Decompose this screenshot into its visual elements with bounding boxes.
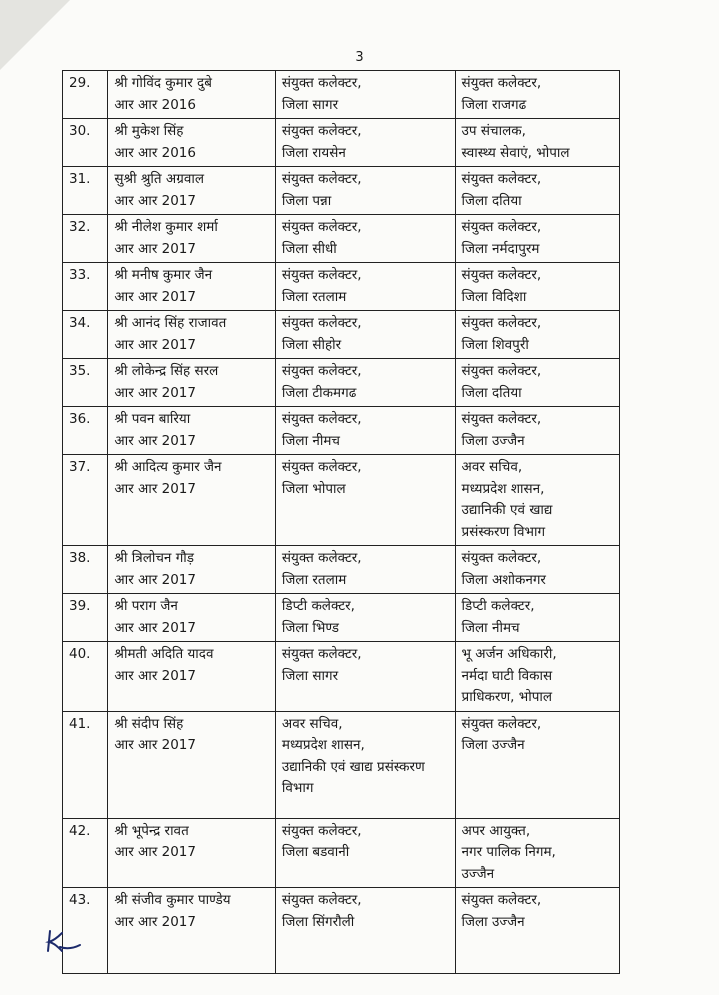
new-posting-line: संयुक्त कलेक्टर, [461, 411, 542, 427]
officer-batch: आर आर 2017 [114, 480, 196, 497]
officer-cell [108, 594, 276, 642]
officer-batch: आर आर 2017 [114, 571, 196, 588]
current-posting-cell [275, 594, 455, 642]
officer-cell [108, 119, 276, 167]
current-posting-cell [275, 642, 455, 712]
officer-batch: आर आर 2016 [114, 144, 196, 161]
new-posting-line: संयुक्त कलेक्टर, [461, 315, 542, 331]
current-posting-line: संयुक्त कलेक्टर, [281, 892, 362, 908]
current-posting-line: संयुक्त कलेक्टर, [281, 550, 362, 566]
new-posting-line: जिला नर्मदापुरम [461, 240, 540, 257]
current-posting-line: मध्यप्रदेश शासन, [281, 737, 365, 753]
table-body [63, 71, 620, 974]
officer-name: श्री पराग जैन [114, 598, 178, 614]
table-row [63, 407, 620, 455]
new-posting-line: उद्यानिकी एवं खाद्य [461, 502, 553, 518]
new-posting-line: संयुक्त कलेक्टर, [461, 171, 542, 187]
serial-number: 32. [63, 215, 108, 263]
officer-cell [108, 711, 276, 818]
current-posting-cell [275, 455, 455, 546]
current-posting-line: संयुक्त कलेक्टर, [281, 315, 362, 331]
new-posting-cell [455, 407, 619, 455]
new-posting-line: प्रसंस्करण विभाग [461, 523, 546, 540]
new-posting-line: संयुक्त कलेक्टर, [461, 219, 542, 235]
officer-name: श्री संजीव कुमार पाण्डेय [114, 892, 231, 908]
new-posting-cell [455, 642, 619, 712]
current-posting-line: संयुक्त कलेक्टर, [281, 219, 362, 235]
new-posting-cell [455, 546, 619, 594]
serial-number: 42. [63, 818, 108, 888]
officer-cell [108, 818, 276, 888]
officer-batch: आर आर 2016 [114, 96, 196, 113]
new-posting-line: जिला अशोकनगर [461, 571, 546, 588]
officer-cell [108, 263, 276, 311]
serial-number: 38. [63, 546, 108, 594]
current-posting-line: संयुक्त कलेक्टर, [281, 646, 362, 662]
officer-cell [108, 455, 276, 546]
serial-number: 41. [63, 711, 108, 818]
new-posting-line: जिला राजगढ [461, 96, 527, 113]
officer-name: श्री लोकेन्द्र सिंह सरल [114, 363, 219, 379]
table-row [63, 167, 620, 215]
new-posting-line: अपर आयुक्त, [461, 822, 531, 839]
current-posting-line: जिला सीहोर [281, 336, 342, 353]
current-posting-line: अवर सचिव, [281, 715, 343, 732]
current-posting-line: जिला टीकमगढ [281, 384, 357, 401]
serial-number: 31. [63, 167, 108, 215]
new-posting-line: संयुक्त कलेक्टर, [461, 550, 542, 566]
officer-cell [108, 546, 276, 594]
serial-number: 40. [63, 642, 108, 712]
current-posting-cell [275, 546, 455, 594]
current-posting-line: जिला रायसेन [281, 144, 346, 161]
current-posting-cell [275, 215, 455, 263]
officer-cell [108, 642, 276, 712]
officer-cell [108, 71, 276, 119]
current-posting-line: संयुक्त कलेक्टर, [281, 267, 362, 283]
current-posting-cell [275, 711, 455, 818]
current-posting-line: जिला बडवानी [281, 844, 350, 860]
officer-name: श्री पवन बारिया [114, 411, 191, 427]
current-posting-cell [275, 359, 455, 407]
new-posting-line: संयुक्त कलेक्टर, [461, 267, 542, 283]
new-posting-line: संयुक्त कलेक्टर, [461, 363, 542, 379]
new-posting-line: स्वास्थ्य सेवाएं, भोपाल [461, 144, 570, 161]
page-number: 3 [355, 50, 364, 65]
serial-number: 29. [63, 71, 108, 119]
table-row [63, 594, 620, 642]
current-posting-line: डिप्टी कलेक्टर, [281, 598, 355, 614]
serial-number: 34. [63, 311, 108, 359]
officer-name: श्री संदीप सिंह [114, 715, 184, 732]
new-posting-cell [455, 167, 619, 215]
new-posting-cell [455, 455, 619, 546]
officer-batch: आर आर 2017 [114, 384, 196, 401]
current-posting-cell [275, 311, 455, 359]
officer-cell [108, 359, 276, 407]
officer-name: श्री गोविंद कुमार दुबे [114, 75, 212, 91]
new-posting-cell [455, 263, 619, 311]
current-posting-cell [275, 888, 455, 974]
officer-cell [108, 167, 276, 215]
current-posting-line: जिला सागर [281, 667, 339, 684]
new-posting-cell [455, 818, 619, 888]
current-posting-line: जिला नीमच [281, 432, 340, 449]
new-posting-line: संयुक्त कलेक्टर, [461, 715, 542, 732]
new-posting-cell [455, 71, 619, 119]
current-posting-line: जिला भोपाल [281, 480, 346, 497]
officer-cell [108, 311, 276, 359]
current-posting-cell [275, 167, 455, 215]
serial-number: 43. [63, 888, 108, 974]
current-posting-line: जिला सिंगरौली [281, 913, 355, 930]
new-posting-line: अवर सचिव, [461, 459, 523, 475]
table-row [63, 642, 620, 712]
new-posting-line: जिला विदिशा [461, 288, 527, 305]
officer-name: श्री आनंद सिंह राजावत [114, 315, 227, 331]
new-posting-cell [455, 119, 619, 167]
new-posting-line: मध्यप्रदेश शासन, [461, 480, 545, 497]
table-row [63, 888, 620, 974]
table-row [63, 711, 620, 818]
new-posting-cell [455, 594, 619, 642]
officer-name: श्री नीलेश कुमार शर्मा [114, 219, 218, 235]
current-posting-cell [275, 71, 455, 119]
serial-number: 35. [63, 359, 108, 407]
new-posting-line: उज्जैन [461, 865, 495, 882]
current-posting-line: संयुक्त कलेक्टर, [281, 459, 362, 475]
officer-batch: आर आर 2017 [114, 844, 196, 860]
current-posting-line: संयुक्त कलेक्टर, [281, 411, 362, 427]
current-posting-cell [275, 818, 455, 888]
new-posting-line: प्राधिकरण, भोपाल [461, 689, 553, 705]
serial-number: 37. [63, 455, 108, 546]
officer-name: श्री आदित्य कुमार जैन [114, 459, 222, 475]
table-row [63, 311, 620, 359]
current-posting-line: जिला रतलाम [281, 571, 347, 588]
current-posting-cell [275, 263, 455, 311]
officer-name: श्रीमती अदिति यादव [114, 646, 214, 662]
new-posting-line: जिला उज्जैन [461, 913, 525, 930]
new-posting-line: उप संचालक, [461, 123, 526, 139]
officer-name: सुश्री श्रुति अग्रवाल [114, 171, 205, 187]
officer-batch: आर आर 2017 [114, 667, 196, 684]
officer-batch: आर आर 2017 [114, 240, 196, 257]
officer-batch: आर आर 2017 [114, 619, 196, 636]
officer-name: श्री मनीष कुमार जैन [114, 267, 213, 283]
new-posting-line: भू अर्जन अधिकारी, [461, 646, 557, 662]
new-posting-line: नगर पालिक निगम, [461, 844, 556, 860]
serial-number: 36. [63, 407, 108, 455]
current-posting-line: विभाग [281, 780, 314, 796]
officer-name: श्री मुकेश सिंह [114, 123, 184, 139]
officer-batch: आर आर 2017 [114, 737, 196, 753]
new-posting-cell [455, 215, 619, 263]
current-posting-line: संयुक्त कलेक्टर, [281, 75, 362, 91]
new-posting-line: जिला दतिया [461, 192, 522, 209]
serial-number: 39. [63, 594, 108, 642]
new-posting-line: जिला दतिया [461, 384, 522, 401]
current-posting-cell [275, 407, 455, 455]
table-row [63, 263, 620, 311]
table-row [63, 818, 620, 888]
new-posting-line: जिला उज्जैन [461, 432, 525, 449]
current-posting-line: जिला सागर [281, 96, 339, 113]
new-posting-cell [455, 311, 619, 359]
new-posting-cell [455, 711, 619, 818]
new-posting-cell [455, 359, 619, 407]
new-posting-line: जिला नीमच [461, 619, 520, 636]
officer-batch: आर आर 2017 [114, 288, 196, 305]
officer-name: श्री भूपेन्द्र रावत [114, 822, 189, 839]
new-posting-line: जिला शिवपुरी [461, 336, 529, 353]
officer-batch: आर आर 2017 [114, 192, 196, 209]
current-posting-line: संयुक्त कलेक्टर, [281, 363, 362, 379]
current-posting-line: जिला भिण्ड [281, 619, 339, 636]
officer-batch: आर आर 2017 [114, 336, 196, 353]
officer-batch: आर आर 2017 [114, 432, 196, 449]
current-posting-line: जिला रतलाम [281, 288, 347, 305]
officer-cell [108, 888, 276, 974]
table-row [63, 455, 620, 546]
table-row [63, 119, 620, 167]
new-posting-line: संयुक्त कलेक्टर, [461, 892, 542, 908]
table-row [63, 215, 620, 263]
officer-name: श्री त्रिलोचन गौड़ [114, 550, 195, 566]
new-posting-line: संयुक्त कलेक्टर, [461, 75, 542, 91]
new-posting-line: डिप्टी कलेक्टर, [461, 598, 535, 614]
officer-cell [108, 407, 276, 455]
officer-cell [108, 215, 276, 263]
new-posting-cell [455, 888, 619, 974]
table-row [63, 546, 620, 594]
current-posting-line: जिला पन्ना [281, 192, 332, 209]
current-posting-line: संयुक्त कलेक्टर, [281, 822, 362, 839]
current-posting-line: संयुक्त कलेक्टर, [281, 171, 362, 187]
new-posting-line: नर्मदा घाटी विकास [461, 667, 553, 684]
current-posting-line: संयुक्त कलेक्टर, [281, 123, 362, 139]
new-posting-line: जिला उज्जैन [461, 737, 525, 753]
transfer-table [62, 70, 620, 974]
officer-batch: आर आर 2017 [114, 913, 196, 930]
current-posting-cell [275, 119, 455, 167]
current-posting-line: उद्यानिकी एवं खाद्य प्रसंस्करण [281, 758, 425, 775]
serial-number: 33. [63, 263, 108, 311]
serial-number: 30. [63, 119, 108, 167]
table-row [63, 359, 620, 407]
table-row [63, 71, 620, 119]
current-posting-line: जिला सीधी [281, 240, 337, 257]
initials-mark-icon [44, 925, 84, 955]
